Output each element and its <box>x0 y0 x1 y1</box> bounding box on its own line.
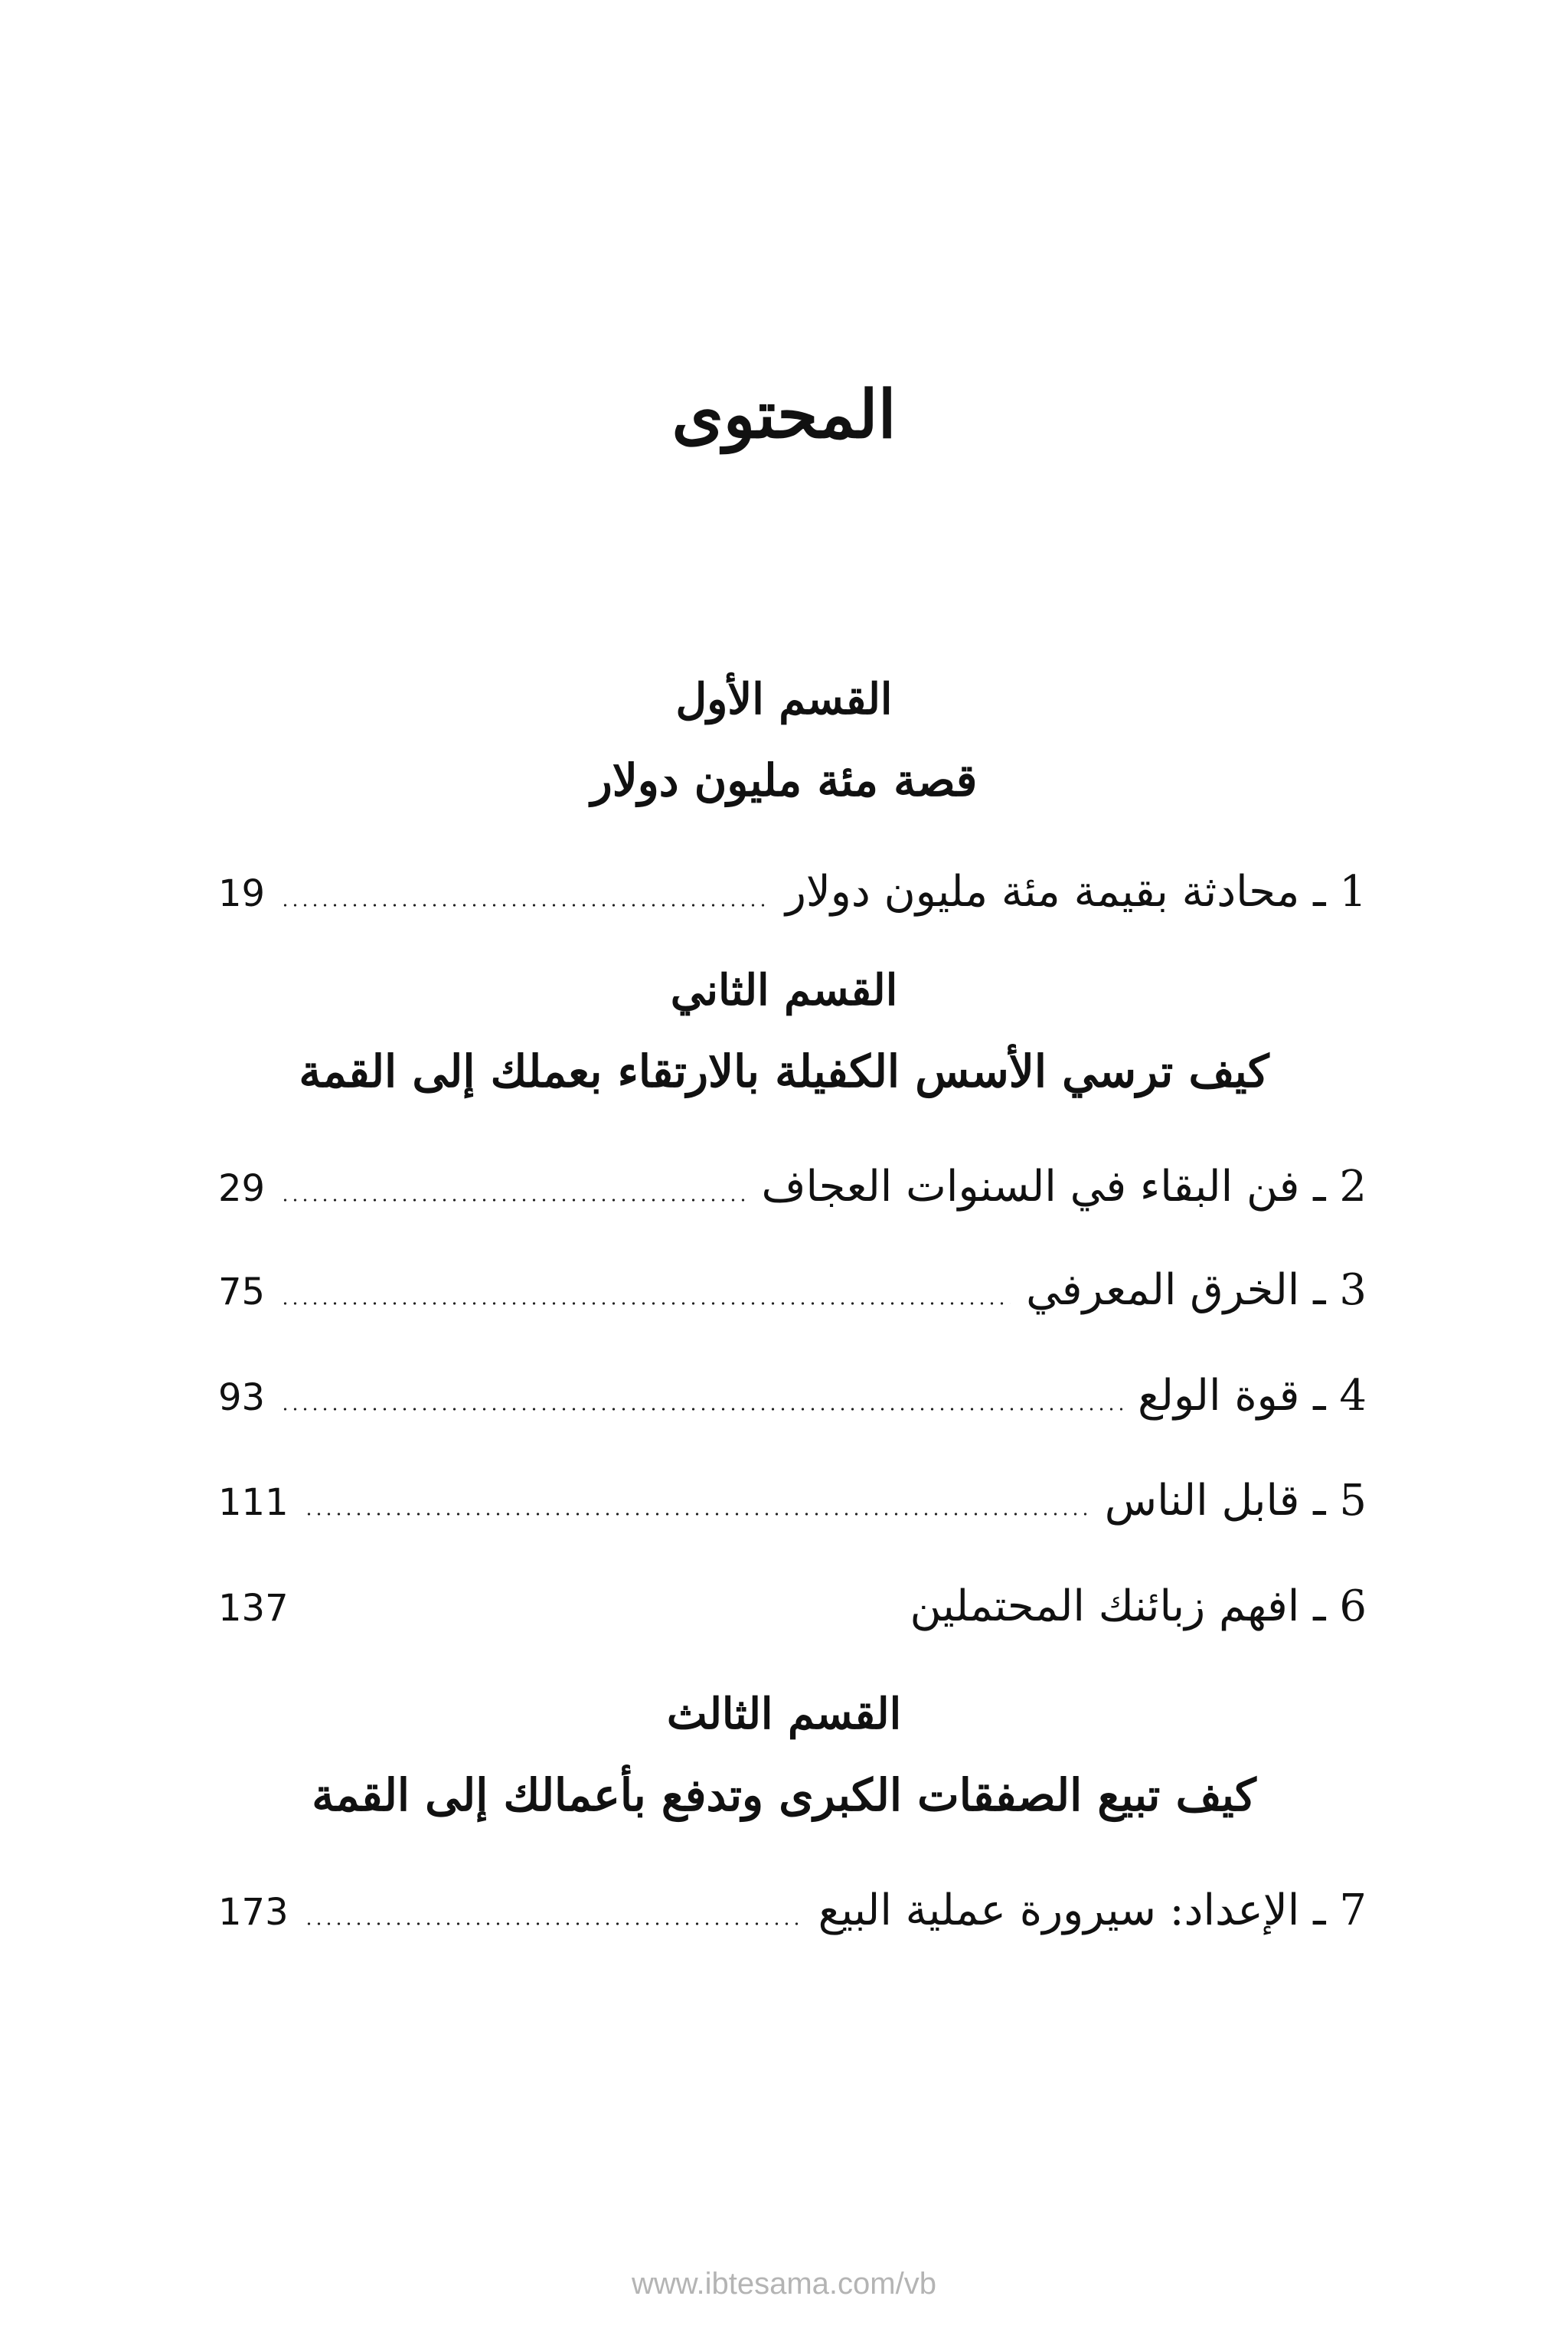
part-2-heading: القسم الثاني <box>670 965 898 1016</box>
dot-leader <box>280 1408 1122 1411</box>
part-3-subtitle: كيف تبيع الصفقات الكبرى وتدفع بأعمالك إلى القمة <box>312 1769 1256 1821</box>
toc-entry-label: 2 ـ فن البقاء في السنوات العجاف <box>761 1162 1367 1212</box>
toc-entry-page: 173 <box>218 1891 289 1934</box>
dot-leader <box>280 1199 746 1202</box>
toc-entry-4[interactable] <box>218 1362 1367 1431</box>
toc-entry-label: 4 ـ قوة الولع <box>1138 1371 1367 1421</box>
toc-entry-6[interactable] <box>218 1572 1367 1641</box>
toc-entry-page: 29 <box>218 1167 266 1210</box>
toc-entry-page: 19 <box>218 872 266 915</box>
part-1-subtitle: قصة مئة مليون دولار <box>590 754 978 806</box>
part-3-heading: القسم الثالث <box>666 1689 902 1739</box>
dot-leader <box>280 1302 1011 1305</box>
toc-entry-page: 111 <box>218 1481 289 1524</box>
toc-entry-page: 93 <box>218 1376 266 1419</box>
toc-entry-label: 1 ـ محادثة بقيمة مئة مليون دولار <box>785 867 1367 917</box>
toc-entry-2[interactable] <box>218 1153 1367 1222</box>
dot-leader <box>280 904 770 907</box>
toc-entry-label: 3 ـ الخرق المعرفي <box>1026 1265 1367 1315</box>
dot-leader <box>304 1922 803 1925</box>
toc-entry-page: 75 <box>218 1271 266 1313</box>
page-title: المحتوى <box>671 376 897 453</box>
part-2-subtitle: كيف ترسي الأسس الكفيلة بالارتقاء بعملك إلى القمة <box>299 1045 1269 1097</box>
part-1-heading: القسم الأول <box>675 674 893 724</box>
toc-entry-page: 137 <box>218 1587 289 1630</box>
toc-entry-label: 5 ـ قابل الناس <box>1104 1476 1367 1526</box>
toc-entry-label: 6 ـ افهم زبائنك المحتملين <box>910 1581 1367 1631</box>
dot-leader <box>304 1513 1089 1516</box>
toc-entry-7[interactable] <box>218 1876 1367 1945</box>
toc-entry-label: 7 ـ الإعداد: سيرورة عملية البيع <box>818 1886 1367 1935</box>
toc-entry-3[interactable] <box>218 1256 1367 1325</box>
toc-entry-1[interactable] <box>218 858 1367 927</box>
dot-leader <box>304 1618 895 1621</box>
watermark-url[interactable]: www.ibtesama.com/vb <box>632 2267 936 2301</box>
toc-entry-5[interactable] <box>218 1467 1367 1536</box>
